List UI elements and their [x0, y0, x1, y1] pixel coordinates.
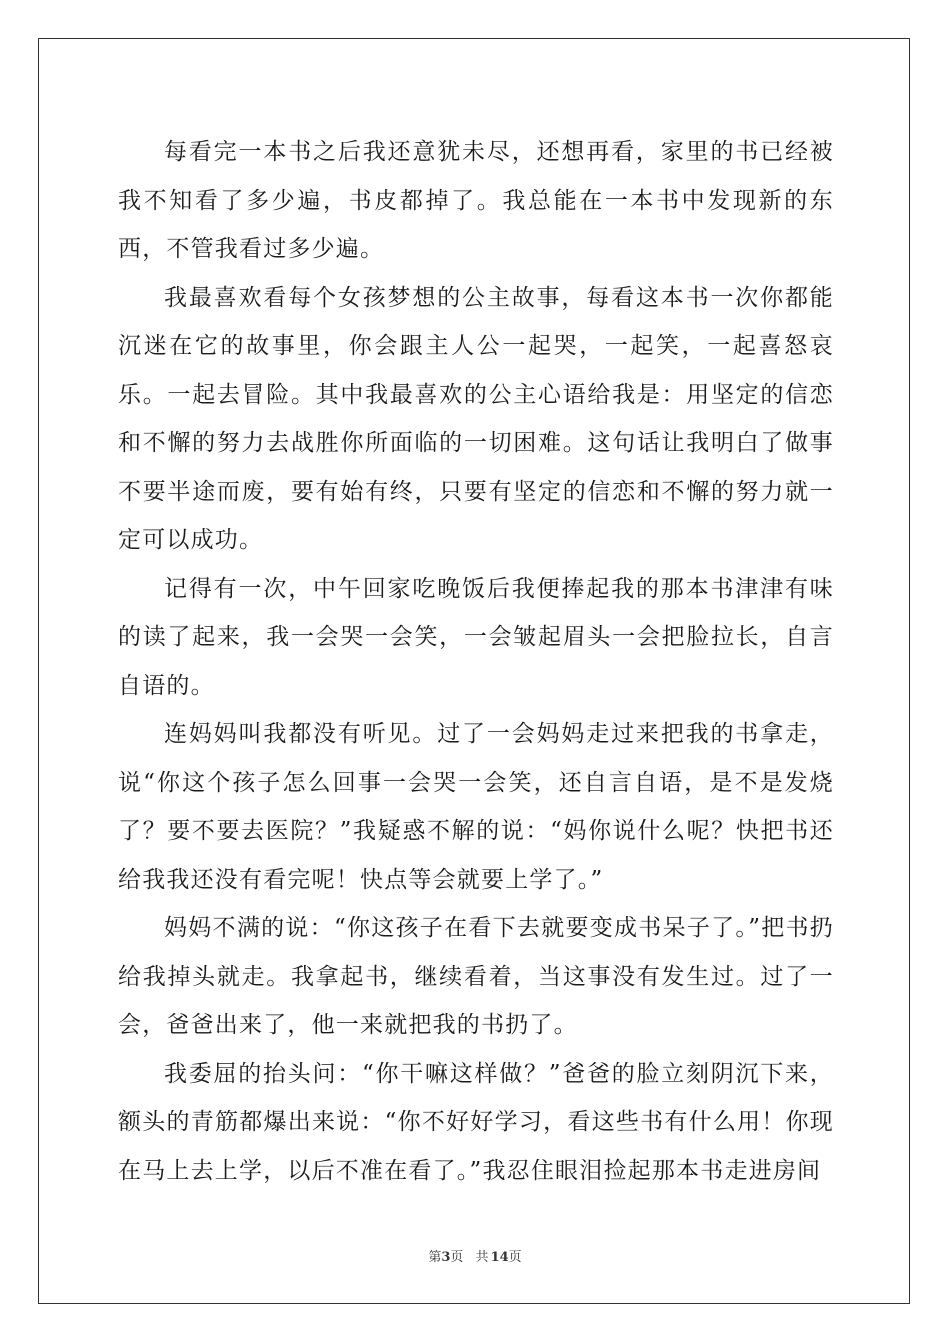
paragraph: 连妈妈叫我都没有听见。过了一会妈妈走过来把我的书拿走，说“你这个孩子怎么回事一会哭一会笑，还自言自语，是不是发烧了？要不要去医院？”我疑惑不解的说：“妈你说什么呢？快把书还给我我还没有看完呢！快点等会就要上学了。”: [118, 721, 834, 893]
paragraph: 记得有一次，中午回家吃晚饭后我便捧起我的那本书津津有味的读了起来，我一会哭一会笑，一会皱起眉头一会把脸拉长，自言自语的。: [118, 575, 834, 699]
page-total: 共 14页: [475, 1250, 522, 1265]
paragraph: 我委屈的抬头问：“你干嘛这样做？”爸爸的脸立刻阴沉下来，额头的青筋都爆出来说：“你不好好学习，看这些书有什么用！你现在马上去上学，以后不准在看了。”我忍住眼泪捡起那本书走进房间: [118, 1060, 834, 1184]
paragraph: 妈妈不满的说：“你这孩子在看下去就要变成书呆子了。”把书扔给我掉头就走。我拿起书，继续看着，当这事没有发生过。过了一会，爸爸出来了，他一来就把我的书扔了。: [118, 915, 834, 1038]
paragraph: 每看完一本书之后我还意犹未尽，还想再看，家里的书已经被我不知看了多少遍，书皮都掉了。我总能在一本书中发现新的东西，不管我看过多少遍。: [118, 139, 834, 262]
document-body: [118, 128, 834, 1195]
paragraph: 我最喜欢看每个女孩梦想的公主故事，每看这本书一次你都能沉迷在它的故事里，你会跟主人公一起哭，一起笑，一起喜怒哀乐。一起去冒险。其中我最喜欢的公主心语给我是：用坚定的信恋和不懈的努力去战胜你所面临的一切困难。这句话让我明白了做事不要半途而废，要有始有终，只要有坚定的信恋和不懈的努力就一定可以成功。: [118, 284, 834, 553]
page-footer: [0, 1246, 950, 1265]
page-number: 第3页: [428, 1250, 464, 1265]
